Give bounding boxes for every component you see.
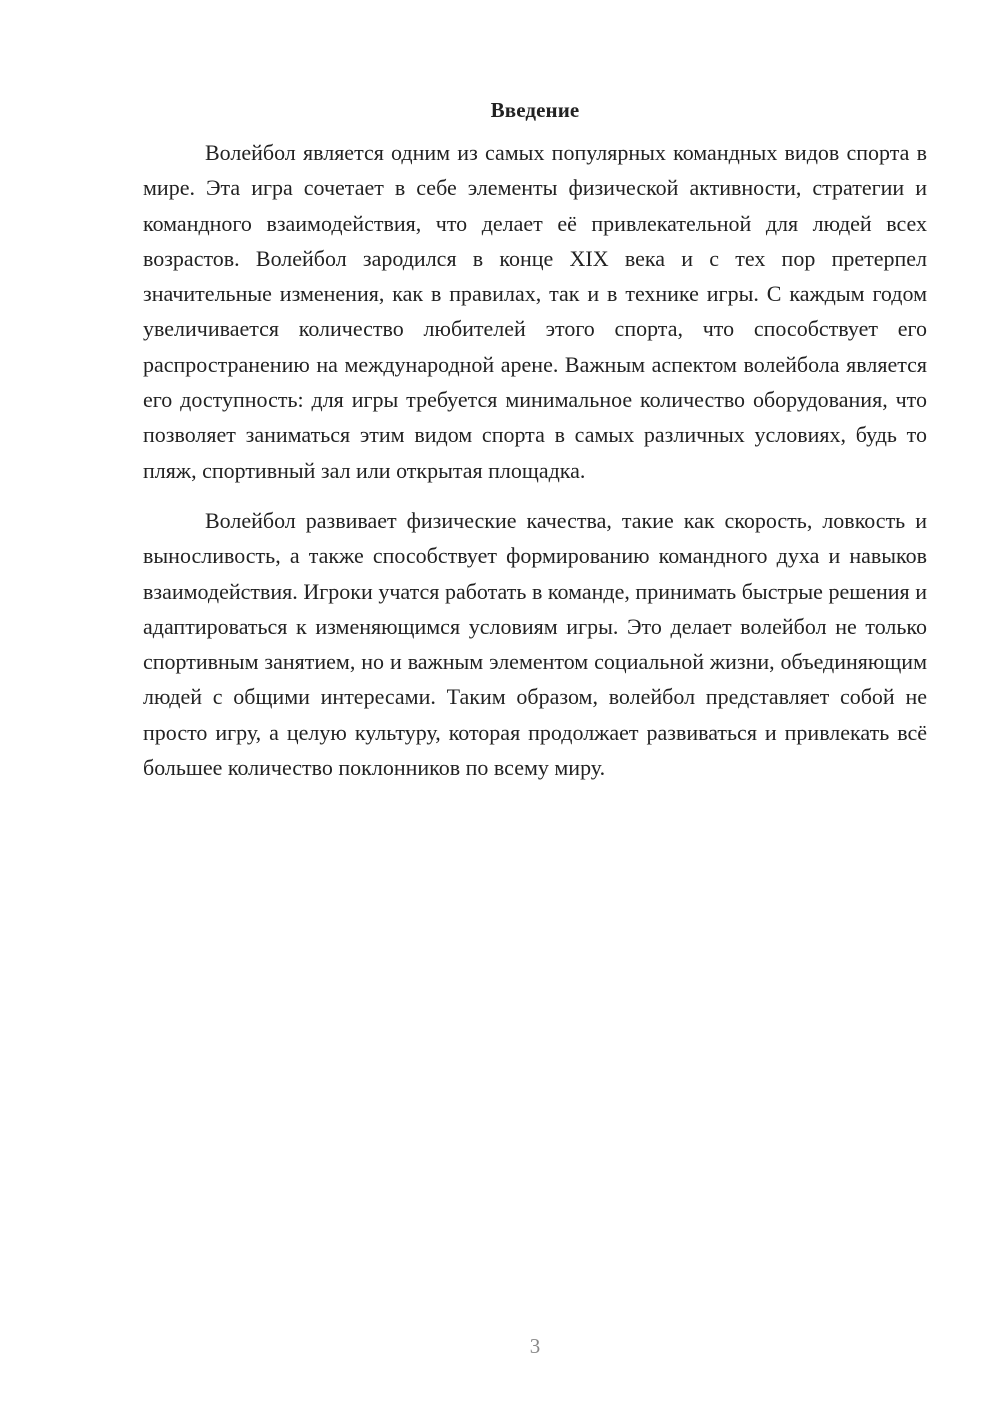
- paragraph-2: Волейбол развивает физические качества, такие как скорость, ловкость и выносливость, а также способствует формированию командного духа и навыков взаимодействия. Игроки учатся работать в команде, принимать быстрые решения и адаптироваться к изменяющимся условиям игры. Это делает волейбол не только спортивным занятием, но и важным элементом социальной жизни, объединяющим людей с общими интересами. Таким образом, волейбол представляет собой не просто игру, а целую культуру, которая продолжает развиваться и привлекать всё большее количество поклонников по всему миру.: [143, 507, 927, 781]
- page-content: [143, 95, 927, 785]
- paragraph-1: Волейбол является одним из самых популярных командных видов спорта в мире. Эта игра сочетает в себе элементы физической активности, стратегии и командного взаимодействия, что делает её привлекательной для людей всех возрастов. Волейбол зародился в конце XIX века и с тех пор претерпел значительные изменения, как в правилах, так и в технике игры. С каждым годом увеличивается количество любителей этого спорта, что способствует его распространению на международной арене. Важным аспектом волейбола является его доступность: для игры требуется минимальное количество оборудования, что позволяет заниматься этим видом спорта в самых различных условиях, будь то пляж, спортивный зал или открытая площадка.: [143, 140, 927, 483]
- section-heading: Введение: [490, 98, 580, 122]
- page-number: 3: [529, 1334, 541, 1358]
